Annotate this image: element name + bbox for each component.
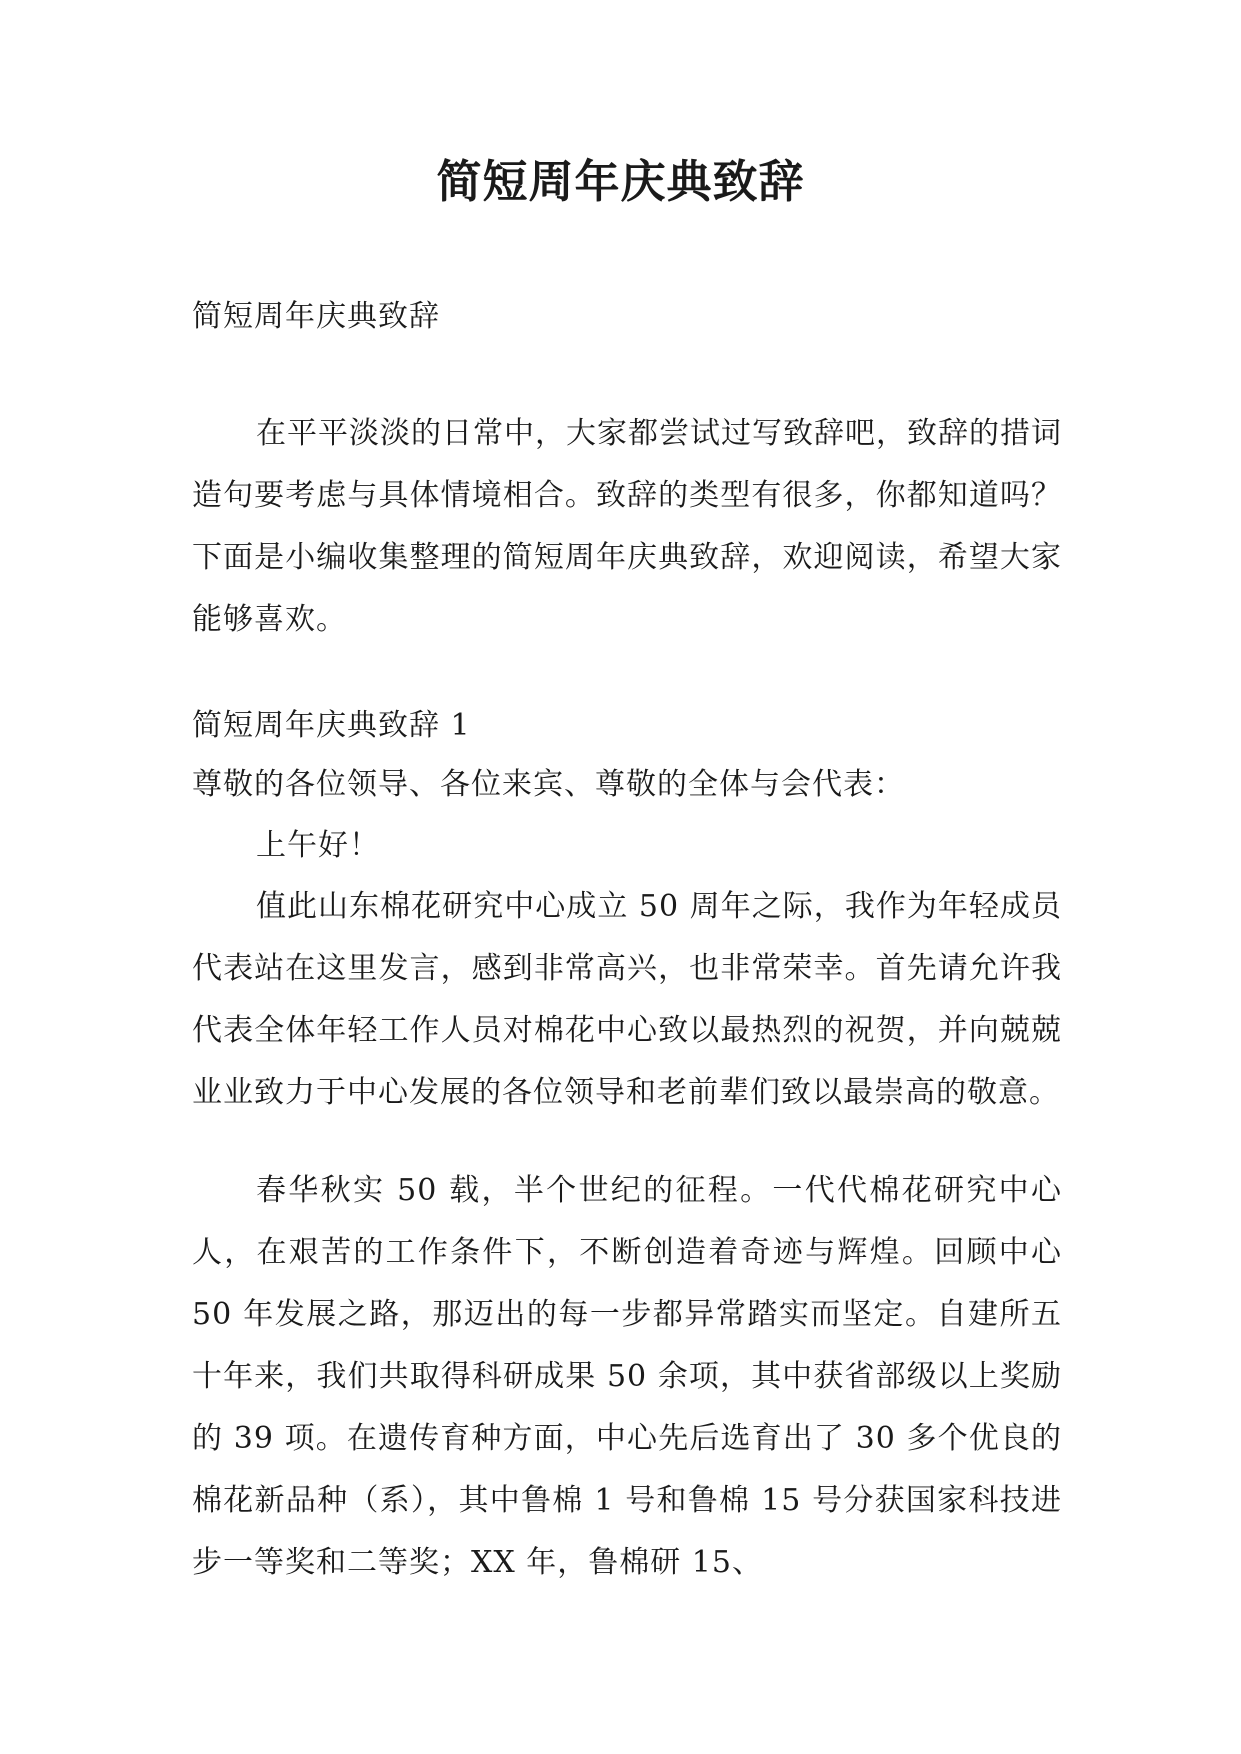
body-paragraph-2: 春华秋实 50 载，半个世纪的征程。一代代棉花研究中心人，在艰苦的工作条件下，不断创造着奇迹与辉煌。回顾中心 50 年发展之路，那迈出的每一步都异常踏实而坚定。自建所五十年来，我们共取得科研成果 50 余项，其中获省部级以上奖励的 39 项。在遗传育种方面，中心先后选育出了 30 多个优良的棉花新品种（系），其中鲁棉 1 号和鲁棉 15 号分获国家科技进步一等奖和二等奖；XX 年，鲁棉研 15、 <box>192 1173 1062 1580</box>
body-paragraph-1: 值此山东棉花研究中心成立 50 周年之际，我作为年轻成员代表站在这里发言，感到非常高兴，也非常荣幸。首先请允许我代表全体年轻工作人员对棉花中心致以最热烈的祝贺，并向兢兢业业致力于中心发展的各位领导和老前辈们致以最崇高的敬意。 <box>192 889 1062 1110</box>
document-subtitle: 简短周年庆典致辞 <box>192 299 440 334</box>
salutation-line: 尊敬的各位领导、各位来宾、尊敬的全体与会代表： <box>192 767 905 802</box>
document-title: 简短周年庆典致辞 <box>436 155 805 208</box>
section-heading: 简短周年庆典致辞 1 <box>192 708 471 743</box>
intro-paragraph: 在平平淡淡的日常中，大家都尝试过写致辞吧，致辞的措词造句要考虑与具体情境相合。致辞的类型有很多，你都知道吗？下面是小编收集整理的简短周年庆典致辞，欢迎阅读，希望大家能够喜欢。 <box>192 416 1062 637</box>
greeting-line: 上午好！ <box>256 828 380 863</box>
